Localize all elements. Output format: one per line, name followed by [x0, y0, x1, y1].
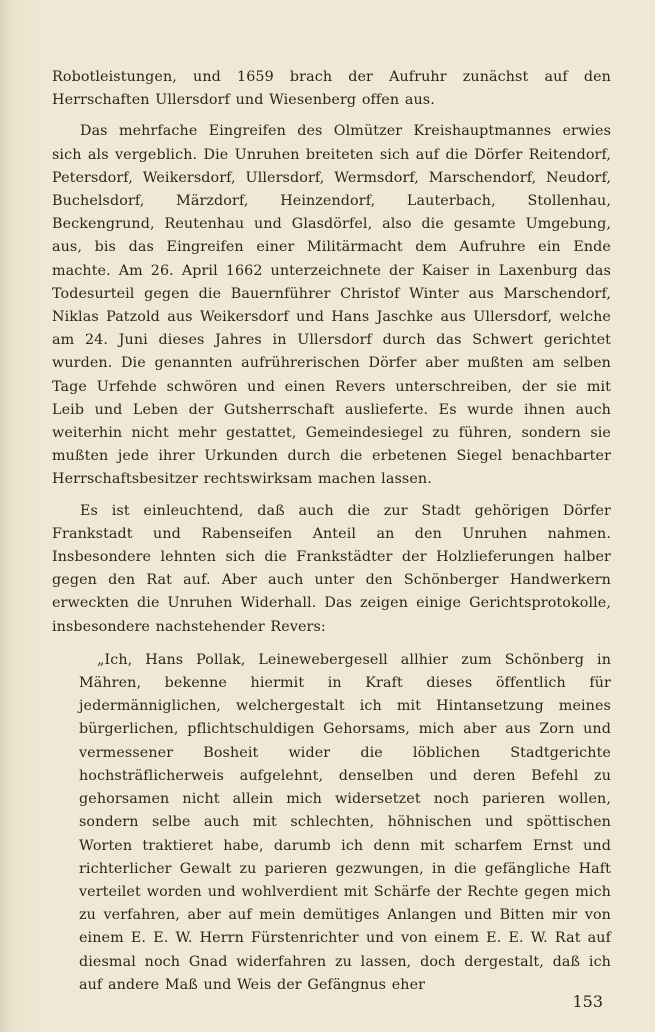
paragraph-1: Robotleistungen, und 1659 brach der Aufruhr zunächst auf den Herrschaften Ullersdorf und Wiesenberg offen aus.: [52, 69, 611, 109]
page-number: 153: [572, 992, 603, 1011]
paragraph-2: Das mehrfache Eingreifen des Olmützer Kreishauptmannes erwies sich als vergeblich. Die Unruhen breiteten sich auf die Dörfer Reitendorf, Petersdorf, Weikersdorf, Ullersdorf, Wermsdorf, Marschendorf, Neudorf, Buchelsdorf, Märzdorf, Heinzendorf, Lauterbach, Stollenhau, Beckengrund, Reutenhau und Glasdörfel, also die gesamte Umgebung, aus, bis das Eingreifen einer Militärmacht dem Aufruhre ein Ende machte. Am 26. April 1662 unterzeichnete der Kaiser in Laxenburg das Todesurteil gegen die Bauernführer Christof Winter aus Marschendorf, Niklas Patzold aus Weikersdorf und Hans Jaschke aus Ullersdorf, welche am 24. Juni dieses Jahres in Ullersdorf durch das Schwert gerichtet wurden. Die genannten aufrührerischen Dörfer aber mußten am selben Tage Urfehde schwören und einen Revers unterschreiben, der sie mit Leib und Leben der Gutsherrschaft auslieferte. Es wurde ihnen auch weiterhin nicht mehr gestattet, Gemeindesiegel zu führen, sondern sie mußten jede ihrer Urkunden durch die erbetenen Siegel benachbarter Herrschaftsbesitzer rechtswirksam machen lassen.: [52, 123, 611, 488]
paragraph-3: Es ist einleuchtend, daß auch die zur Stadt gehörigen Dörfer Frankstadt und Rabenseifen Anteil an den Unruhen nahmen. Insbesondere lehnten sich die Frankstädter der Holzlieferungen halber gegen den Rat auf. Aber auch unter den Schönberger Handwerkern erweckten die Unruhen Widerhall. Das zeigen einige Gerichtsprotokolle, insbesondere nachstehender Revers:: [52, 502, 611, 635]
quoted-revers: „Ich, Hans Pollak, Leinewebergesell allhier zum Schönberg in Mähren, bekenne hiermit in Kraft dieses öffentlich für jedermänniglichen, welchergestalt ich mit Hintansetzung meines bürgerlichen, pflichtschuldigen Gehorsams, mich aber aus Zorn und vermessener Bosheit wider die löblichen Stadtgerichte hochsträflicherweis aufgelehnt, denselben und deren Befehl zu gehorsamen nicht allein mich widersetzet noch parieren wollen, sondern selbe auch mit schlechten, höhnischen und spöttischen Worten traktieret habe, darumb ich denn mit scharfem Ernst und richterlicher Gewalt zu parieren gezwungen, in die gefängliche Haft verteilet worden und wohlverdient mit Schärfe der Rechte gegen mich zu verfahren, aber auf mein demütiges Anlangen und Bitten mir von einem E. E. W. Herrn Fürstenrichter und von einem E. E. W. Rat auf diesmal noch Gnad widerfahren zu lassen, doch dergestalt, daß ich auf andere Maß und Weis der Gefängnus eher: [79, 651, 611, 993]
